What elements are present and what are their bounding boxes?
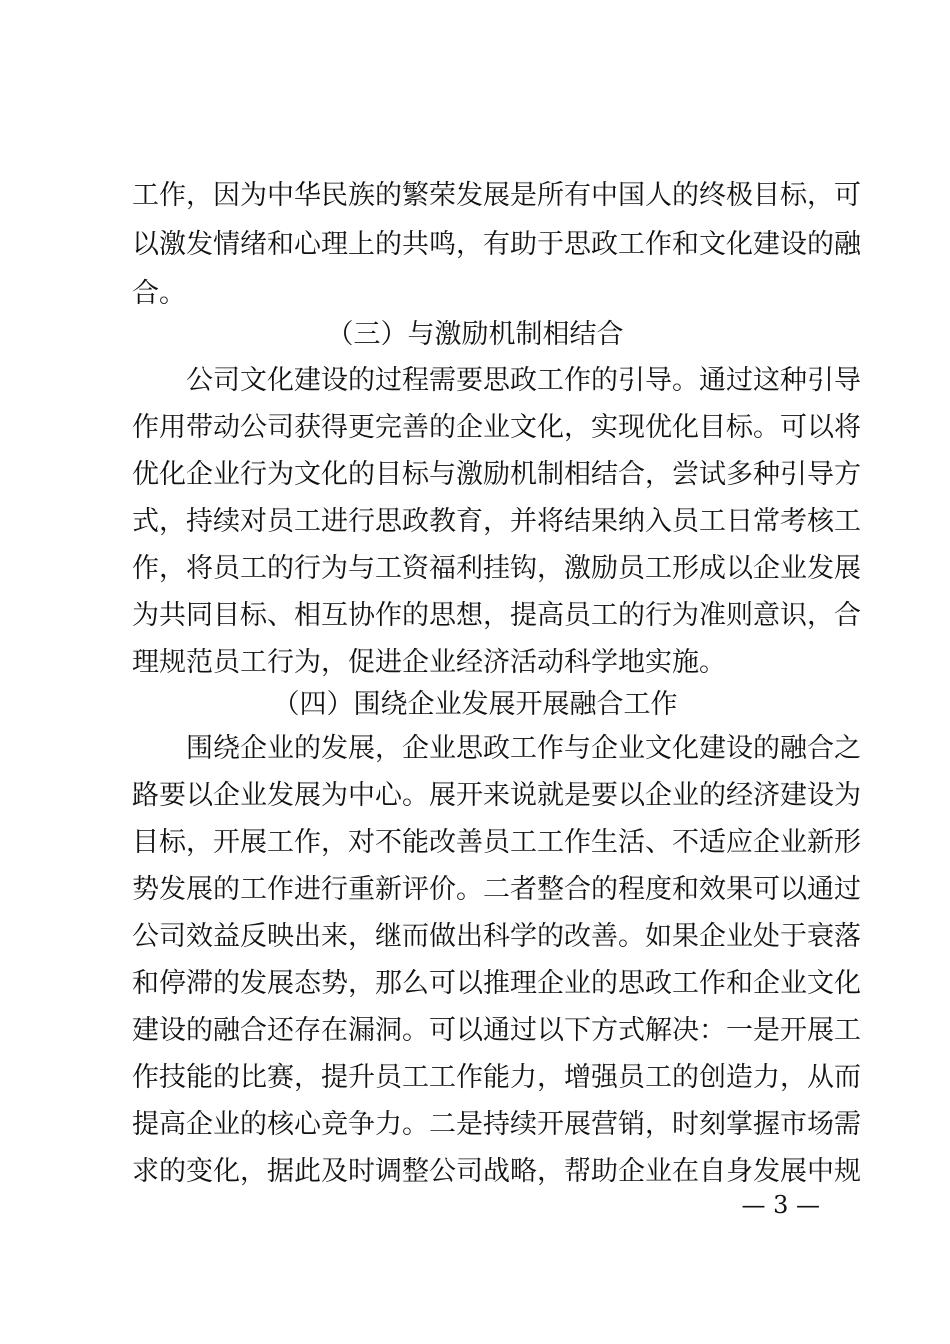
paragraph-line: 作技能的比赛，提升员工工作能力，增强员工的创造力，从而 <box>132 1062 861 1093</box>
paragraph-line: 求的变化，据此及时调整公司战略，帮助企业在自身发展中规 <box>132 1156 861 1187</box>
paragraph-line: 理规范员工行为，促进企业经济活动科学地实施。 <box>132 647 726 678</box>
paragraph-line: 和停滞的发展态势，那么可以推理企业的思政工作和企业文化 <box>132 968 861 999</box>
paragraph-line: 围绕企业的发展，企业思政工作与企业文化建设的融合之 <box>186 733 861 764</box>
paragraph-line: 工作，因为中华民族的繁荣发展是所有中国人的终极目标，可 <box>132 180 861 211</box>
paragraph-line: 合。 <box>132 278 186 309</box>
paragraph-line: 作用带动公司获得更完善的企业文化，实现优化目标。可以将 <box>132 412 861 443</box>
paragraph-line: 为共同目标、相互协作的思想，提高员工的行为准则意识，合 <box>132 600 861 631</box>
section-heading-3: （三）与激励机制相结合 <box>326 319 624 350</box>
page-number: — 3 — <box>741 1191 820 1219</box>
paragraph-line: 以激发情绪和心理上的共鸣，有助于思政工作和文化建设的融 <box>132 229 861 260</box>
section-heading-4: （四）围绕企业发展开展融合工作 <box>272 689 678 720</box>
paragraph-line: 优化企业行为文化的目标与激励机制相结合，尝试多种引导方 <box>132 459 861 490</box>
paragraph-line: 公司文化建设的过程需要思政工作的引导。通过这种引导 <box>186 365 861 396</box>
paragraph-line: 建设的融合还存在漏洞。可以通过以下方式解决：一是开展工 <box>132 1015 861 1046</box>
paragraph-line: 式，持续对员工进行思政教育，并将结果纳入员工日常考核工 <box>132 506 861 537</box>
paragraph-line: 作，将员工的行为与工资福利挂钩，激励员工形成以企业发展 <box>132 553 861 584</box>
paragraph-line: 公司效益反映出来，继而做出科学的改善。如果企业处于衰落 <box>132 921 861 952</box>
paragraph-line: 提高企业的核心竞争力。二是持续开展营销，时刻掌握市场需 <box>132 1109 861 1140</box>
paragraph-line: 目标，开展工作，对不能改善员工工作生活、不适应企业新形 <box>132 827 861 858</box>
paragraph-line: 势发展的工作进行重新评价。二者整合的程度和效果可以通过 <box>132 874 861 905</box>
paragraph-line: 路要以企业发展为中心。展开来说就是要以企业的经济建设为 <box>132 780 861 811</box>
